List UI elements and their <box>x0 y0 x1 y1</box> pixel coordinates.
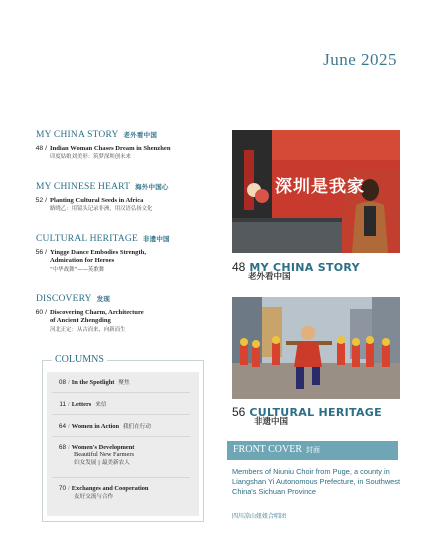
column-item-11[interactable]: 11 / Letters 来信 <box>52 400 107 408</box>
section-title-my-chinese-heart[interactable] <box>36 182 169 192</box>
column-title-cn: 友好交流与合作 <box>74 494 114 500</box>
column-item-70[interactable]: 70 / Exchanges and Cooperation 友好交流与合作 <box>52 485 148 500</box>
section-title-cn: 老外看中国 <box>123 131 158 139</box>
column-title: Women in Action <box>71 423 120 430</box>
section-title-en: DISCOVERY <box>36 294 92 304</box>
feature-photo-yingge-dance[interactable] <box>232 297 400 399</box>
page-number: 11 <box>59 401 66 408</box>
entry-title: Indian Woman Chases Dream in Shenzhen <box>50 145 171 152</box>
toc-entry-52[interactable] <box>30 197 152 214</box>
section-title-discovery[interactable] <box>36 294 110 304</box>
page-number: 60 / <box>35 309 47 316</box>
column-title: In the Spotlight <box>71 379 115 386</box>
feature-title: MY CHINA STORY <box>249 261 360 274</box>
column-title-cn: 来信 <box>95 402 107 408</box>
issue-date: June 2025 <box>323 50 397 69</box>
toc-entry-60[interactable] <box>30 309 144 334</box>
entry-subtitle-cn: 河北正定：从古而来，向新而生 <box>50 326 126 333</box>
page-number: 08 <box>58 379 66 386</box>
column-title: Letters <box>71 401 92 408</box>
column-subtitle: Beautiful New Farmers <box>74 451 134 458</box>
front-cover-label-en: FRONT COVER <box>233 444 302 455</box>
column-title-cn: 妇女发展 | 最美新农人 <box>74 460 130 466</box>
front-cover-description: Members of Niuniu Choir from Puge, a county in Liangshan Yi Autonomous Prefecture, in Southwest China's Sichuan Province <box>232 467 401 496</box>
divider <box>52 436 190 437</box>
section-title-en: MY CHINESE HEART <box>36 182 131 192</box>
page-number: 68 <box>58 444 66 451</box>
page-number: 48 <box>232 260 246 274</box>
front-cover-label-cn: 封面 <box>306 446 320 454</box>
page-number: 70 <box>58 485 66 492</box>
page-number: 52 / <box>35 197 47 204</box>
columns-heading: COLUMNS <box>52 354 107 365</box>
toc-entry-56[interactable] <box>30 249 146 274</box>
feature-title: CULTURAL HERITAGE <box>249 406 382 419</box>
page-number: 56 <box>232 405 246 419</box>
feature-title-cn: 非遗中国 <box>254 417 289 427</box>
section-title-en: CULTURAL HERITAGE <box>36 234 138 244</box>
page-number: 56 / <box>35 249 47 256</box>
feature-title-cn: 老外看中国 <box>248 272 291 282</box>
divider <box>52 414 190 415</box>
front-cover-label <box>233 444 320 455</box>
front-cover-description-cn: 四川凉山妞妞合唱团 <box>232 513 287 520</box>
column-title: Exchanges and Cooperation <box>71 485 149 492</box>
entry-title-line2: of Ancient Zhengding <box>50 317 111 325</box>
column-title-cn: 聚焦 <box>118 380 130 386</box>
entry-title: Yingge Dance Embodies Strength, <box>50 249 146 256</box>
section-title-cn: 发现 <box>96 295 111 303</box>
entry-title: Planting Cultural Seeds in Africa <box>50 197 144 204</box>
column-title: Women's Development <box>71 444 135 451</box>
photo-sign-text: 深圳是我家 <box>275 177 365 197</box>
section-title-cultural-heritage[interactable] <box>36 234 170 244</box>
page-number: 48 / <box>35 145 47 152</box>
divider <box>52 477 190 478</box>
column-title-cn: 我们在行动 <box>123 424 151 430</box>
entry-title-line2: Admiration for Heroes <box>50 257 115 265</box>
column-item-64[interactable]: 64 / Women in Action 我们在行动 <box>52 422 151 430</box>
section-title-cn: 非遗中国 <box>142 235 170 243</box>
section-title-en: MY CHINA STORY <box>36 130 119 140</box>
section-title-my-china-story[interactable] <box>36 130 157 140</box>
page-number: 64 <box>58 423 66 430</box>
column-item-68[interactable]: 68 / Women's Development Beautiful New Farmers 妇女发展 | 最美新农人 <box>52 444 134 466</box>
entry-subtitle-cn: “中华战舞”——英歌舞 <box>50 266 105 273</box>
divider <box>52 392 190 393</box>
photo-illustration <box>232 297 400 399</box>
entry-title: Discovering Charm, Architecture <box>50 309 144 316</box>
entry-subtitle-cn: 路晓乙：用镜头记录非洲，用汉语弘扬文化 <box>50 206 153 213</box>
entry-subtitle-cn: 印度姑娘刘美形：筑梦深圳创未来 <box>50 154 131 161</box>
toc-entry-48[interactable] <box>30 145 171 162</box>
column-item-08[interactable]: 08 / In the Spotlight 聚焦 <box>52 378 130 386</box>
section-title-cn: 海外中国心 <box>135 183 169 191</box>
feature-photo-shenzhen[interactable] <box>232 130 400 253</box>
